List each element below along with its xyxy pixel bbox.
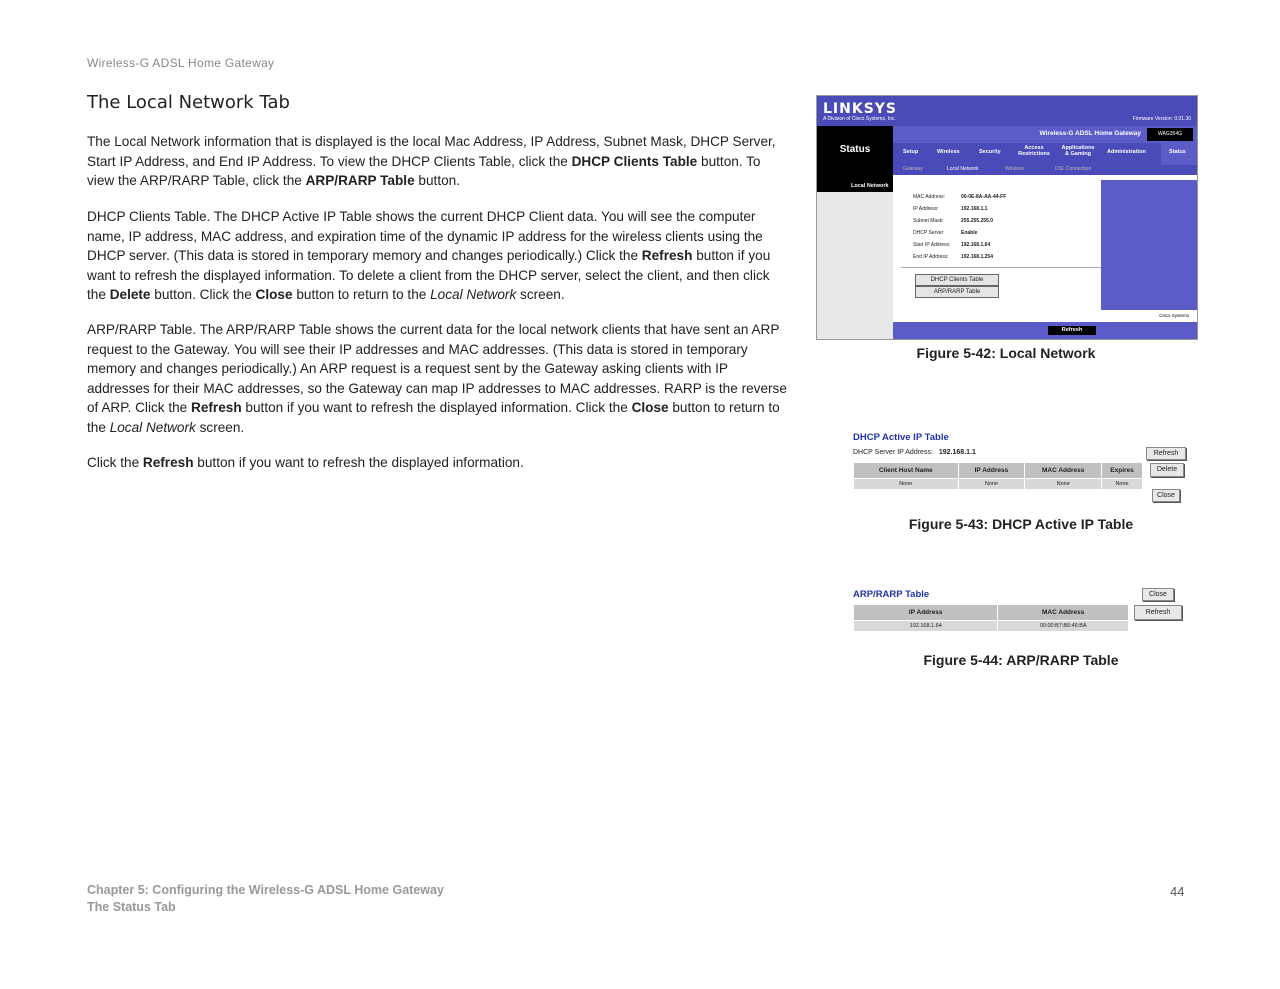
sub-nav: [893, 165, 1197, 175]
brand-bar: [817, 96, 1197, 126]
subnav-local-network[interactable]: Local Network: [947, 166, 979, 172]
side-panel: [817, 192, 893, 339]
table-cell: None: [854, 479, 959, 490]
divider: [901, 267, 1101, 268]
info-value: 192.168.1.1: [961, 206, 988, 212]
paragraph-refresh: [87, 453, 787, 473]
text: button. Click the: [150, 287, 256, 302]
dhcp-active-ip-table-figure: [853, 432, 1193, 504]
table-header-row: [854, 463, 1143, 479]
nav-administration[interactable]: Administration: [1107, 149, 1146, 155]
text: button to return to the: [292, 287, 431, 302]
paragraph-dhcp-clients: [87, 207, 787, 305]
running-header: Wireless-G ADSL Home Gateway: [87, 56, 275, 70]
paragraph-arp-rarp: [87, 320, 787, 437]
table-row[interactable]: [854, 621, 1129, 632]
refresh-button[interactable]: Refresh: [1134, 605, 1182, 620]
nav-status[interactable]: Status: [1169, 149, 1186, 155]
info-key: IP Address:: [913, 206, 939, 212]
side-heading-label: Local Network: [851, 183, 889, 189]
info-key: MAC Address:: [913, 194, 945, 200]
text: screen.: [516, 287, 565, 302]
info-key: Subnet Mask:: [913, 218, 944, 224]
side-heading: [817, 182, 893, 192]
model-badge: WAG354G: [1147, 128, 1193, 141]
close-button[interactable]: Close: [1152, 489, 1180, 502]
text: DHCP Clients Table. The DHCP Active IP Table shows the current DHCP Client data. You will see the computer name, IP address, MAC address, and expiration time of the dynamic IP address for the wireless clients using the DHCP server. (This data is stored in temporary memory and changes periodically.) Click the: [87, 209, 763, 263]
bold-text: Refresh: [191, 400, 242, 415]
info-key: Start IP Address:: [913, 242, 951, 248]
table-row[interactable]: [854, 479, 1143, 490]
bold-text: Delete: [109, 287, 151, 302]
text: screen.: [195, 419, 245, 435]
nav-setup[interactable]: Setup: [903, 149, 919, 155]
arp-rarp-table-button[interactable]: ARP/RARP Table: [915, 286, 999, 298]
column-header: Expires: [1102, 463, 1143, 479]
bottom-bar: [893, 322, 1197, 339]
brand-subtitle: A Division of Cisco Systems, Inc.: [823, 116, 896, 122]
right-panel: [1101, 180, 1197, 310]
figure-caption-5-43: Figure 5-43: DHCP Active IP Table: [908, 516, 1134, 532]
text: Click the: [87, 455, 143, 470]
server-ip-value: 192.168.1.1: [938, 449, 976, 456]
text: button if you want to refresh the displayed information.: [193, 455, 524, 470]
bold-text: ARP/RARP Table: [305, 173, 415, 188]
info-key: DHCP Server:: [913, 230, 945, 236]
cisco-logo: Cisco Systems: [1159, 313, 1189, 318]
dhcp-server-ip: [853, 449, 976, 456]
table-cell: 192.168.1.64: [854, 621, 998, 632]
subnav-gateway[interactable]: Gateway: [903, 166, 923, 172]
firmware-version: Firmware Version: 0.01.30: [1132, 116, 1191, 122]
column-header: IP Address: [958, 463, 1025, 479]
text: button to return to the: [87, 400, 780, 435]
italic-text: Local Network: [109, 419, 196, 435]
column-header: MAC Address: [1025, 463, 1102, 479]
info-value: 255.255.255.0: [961, 218, 993, 224]
text: ARP/RARP Table. The ARP/RARP Table shows the current data for the local network clients that have sent an ARP request to the Gateway. You will see their IP addresses and MAC addresses. (This data is stored in temporary memory and changes periodically.) An ARP request is a request sent by the Gateway asking clients with IP addresses for their MAC addresses, so the Gateway can map IP addresses to MAC addresses. RARP is the reverse of ARP. Click the: [87, 322, 787, 415]
linksys-logo: LINKSYS: [823, 101, 897, 117]
figure-title: DHCP Active IP Table: [853, 432, 949, 443]
dhcp-clients-table-button[interactable]: DHCP Clients Table: [915, 274, 999, 286]
table-header-row: [854, 605, 1129, 621]
text: button. To view the ARP/RARP Table, click the: [87, 153, 761, 188]
info-value: 192.168.1.254: [961, 254, 993, 260]
text: button if you want to refresh the displayed information. To delete a client from the DHCP server, select the client, and then click the: [87, 248, 771, 302]
status-block: [817, 126, 893, 182]
table-cell: None: [958, 479, 1025, 490]
close-button[interactable]: Close: [1142, 588, 1174, 601]
bold-text: Close: [255, 287, 293, 302]
column-header: MAC Address: [998, 605, 1129, 621]
product-bar: [893, 126, 1197, 143]
local-network-screenshot: [816, 95, 1198, 340]
nav-security[interactable]: Security: [979, 149, 1001, 155]
bold-text: Refresh: [142, 455, 194, 470]
server-ip-label: DHCP Server IP Address:: [853, 449, 933, 456]
footer-section: The Status Tab: [87, 900, 176, 914]
delete-button[interactable]: Delete: [1150, 463, 1184, 477]
section-title: The Local Network Tab: [87, 92, 290, 113]
arp-table: [853, 604, 1129, 632]
text: The Local Network information that is displayed is the local Mac Address, IP Address, Subnet Mask, DHCP Server, Start IP Address, and End IP Address. To view the DHCP Clients Table, click the: [87, 134, 776, 169]
subnav-wireless[interactable]: Wireless: [1005, 166, 1025, 172]
nav-applications-gaming[interactable]: Applications & Gaming: [1061, 145, 1095, 157]
info-value: 00-0E-8A-AA-44-FF: [961, 194, 1007, 200]
info-value: Enable: [961, 230, 978, 236]
figure-caption-5-42: Figure 5-42: Local Network: [916, 345, 1096, 361]
column-header: IP Address: [854, 605, 998, 621]
table-cell: None: [1102, 479, 1143, 490]
product-name: Wireless-G ADSL Home Gateway: [1039, 130, 1141, 137]
table-cell: 00:00:B7:B6:46:BA: [998, 621, 1129, 632]
footer: [87, 882, 444, 916]
italic-text: Local Network: [430, 287, 517, 302]
nav-access-restrictions[interactable]: Access Restrictions: [1018, 145, 1050, 157]
info-key: End IP Address:: [913, 254, 949, 260]
text: button.: [414, 173, 460, 188]
page-number: 44: [1170, 884, 1185, 899]
arp-rarp-table-figure: [853, 588, 1193, 636]
figure-caption-5-44: Figure 5-44: ARP/RARP Table: [923, 652, 1119, 668]
refresh-button[interactable]: Refresh: [1146, 447, 1186, 460]
refresh-button[interactable]: Refresh: [1048, 326, 1096, 335]
main-nav: [893, 143, 1197, 165]
nav-wireless[interactable]: Wireless: [937, 149, 960, 155]
paragraph-local-network: [87, 132, 787, 191]
dhcp-table: [853, 462, 1143, 490]
footer-chapter: Chapter 5: Configuring the Wireless-G ADSL Home Gateway: [87, 883, 444, 897]
figure-title: ARP/RARP Table: [853, 589, 930, 600]
info-value: 192.168.1.64: [961, 242, 991, 248]
column-header: Client Host Name: [854, 463, 959, 479]
bold-text: Refresh: [641, 248, 693, 263]
text: button if you want to refresh the displayed information. Click the: [241, 400, 632, 415]
bold-text: Close: [631, 400, 669, 415]
table-cell: None: [1025, 479, 1102, 490]
bold-text: DHCP Clients Table: [571, 153, 698, 169]
status-label: Status: [839, 144, 871, 155]
subnav-dsl-connection[interactable]: DSL Connection: [1055, 166, 1092, 172]
